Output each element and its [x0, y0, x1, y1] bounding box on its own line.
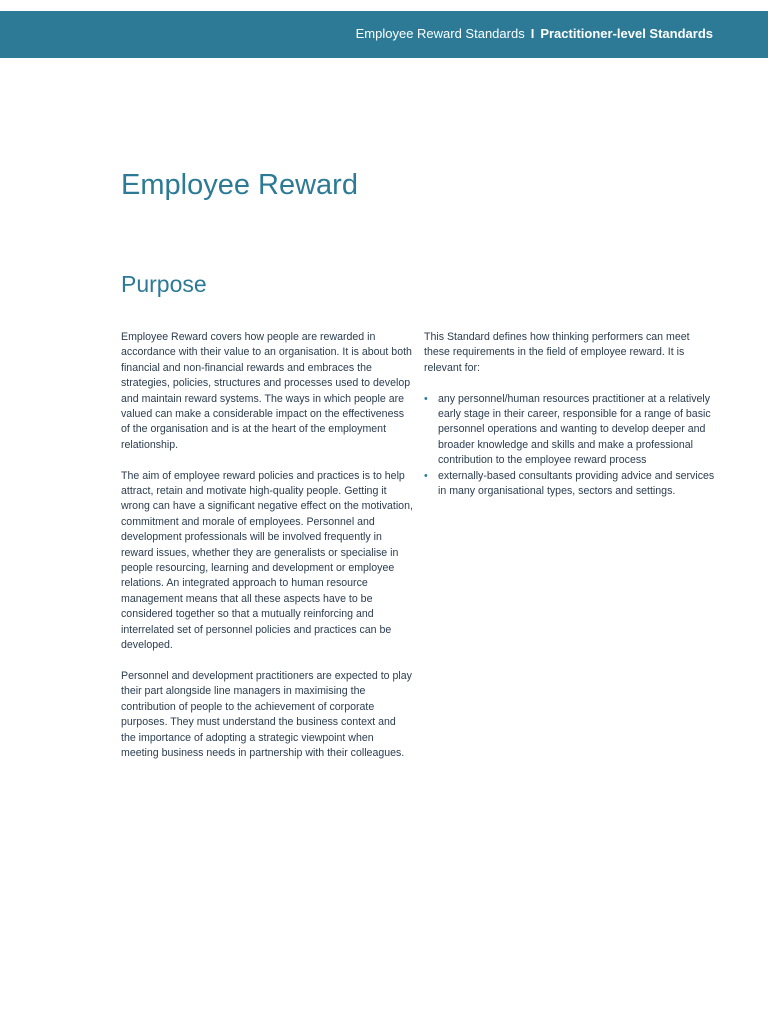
intro-paragraph: This Standard defines how thinking performers can meet these requirements in the field of employee reward. It is relevant for:	[424, 331, 690, 374]
list-item-text: externally-based consultants providing advice and services in many organisational types, sectors and settings.	[438, 469, 715, 498]
header-series-title: Employee Reward Standards	[355, 26, 525, 41]
right-column	[424, 330, 716, 499]
header-breadcrumb	[356, 25, 713, 43]
body-paragraph: Employee Reward covers how people are rewarded in accordance with their value to an organisation. It is about both financial and non-financial rewards and embraces the strategies, policies, structures and processes used to develop and maintain reward systems. The ways in which people are valued can make a considerable impact on the effectiveness of the organisation and is at the heart of the employment relationship.	[121, 331, 412, 451]
bullet-list	[424, 392, 716, 500]
bullet-icon: •	[424, 392, 428, 405]
list-item	[424, 469, 716, 500]
body-paragraph: Personnel and development practitioners are expected to play their part alongside line managers in maximising the contribution of people to the achievement of corporate purposes. They must understand the business context and the importance of adopting a strategic viewpoint when meeting business needs in partnership with their colleagues.	[121, 669, 412, 759]
section-heading-purpose: Purpose	[121, 271, 207, 297]
list-item	[424, 392, 716, 469]
left-column	[121, 330, 413, 777]
list-item-text: any personnel/human resources practitioner at a relatively early stage in their career, responsible for a range of basic personnel operations and wanting to develop deeper and broader knowledge and skills and make a professional contribution to the employee reward process	[438, 392, 711, 467]
bullet-icon: •	[424, 469, 428, 482]
header-section-title: Practitioner-level Standards	[540, 26, 713, 41]
header-separator: I	[530, 26, 535, 41]
body-paragraph: The aim of employee reward policies and practices is to help attract, retain and motivate high-quality people. Getting it wrong can have a significant negative effect on the motivation, commitment and morale of employees. Personnel and development professionals will be involved frequently in reward issues, whether they are generalists or specialise in people resourcing, learning and development or employee relations. An integrated approach to human resource management means that all these aspects have to be considered together so that a mutually reinforcing and interrelated set of personnel policies and practices can be developed.	[121, 469, 413, 652]
header-bar	[0, 11, 768, 58]
page-title: Employee Reward	[121, 169, 358, 201]
